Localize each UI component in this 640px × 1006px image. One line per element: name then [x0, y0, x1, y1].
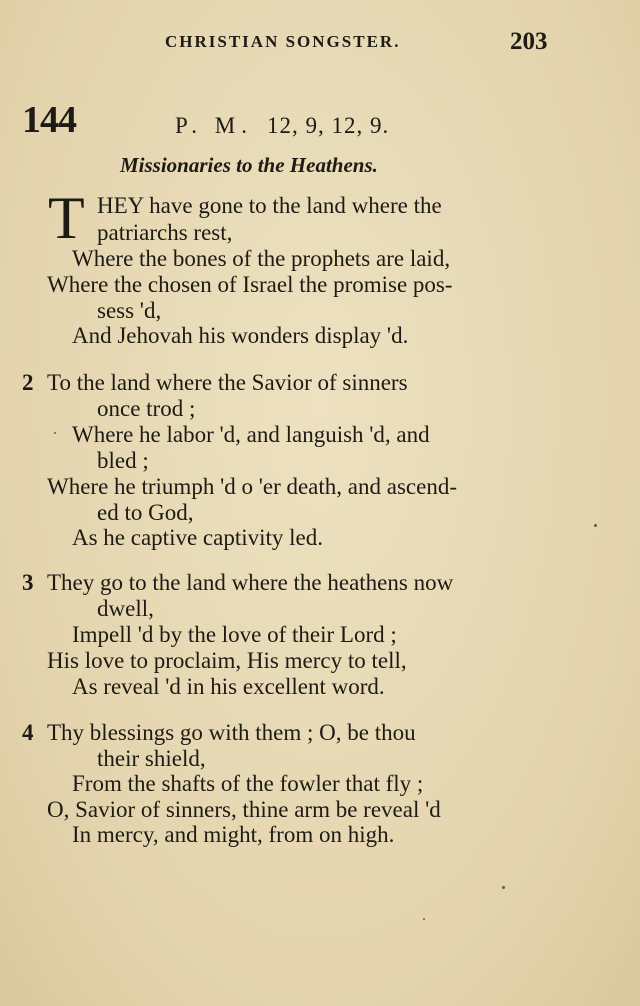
verse-line: His love to proclaim, His mercy to tell,: [47, 648, 407, 673]
hymn-title: Missionaries to the Heathens.: [120, 153, 378, 177]
verse-line: Where the chosen of Israel the promise pos-: [47, 272, 453, 297]
stanza-number: 2: [22, 370, 34, 395]
drop-cap: T: [48, 185, 85, 251]
hymn-number: 144: [22, 99, 76, 141]
meter-value: 12, 9, 12, 9.: [266, 113, 390, 138]
paper-speck: [502, 886, 505, 889]
paper-speck: [423, 918, 425, 920]
verse-line: ed to God,: [97, 500, 194, 525]
verse-line: And Jehovah his wonders display 'd.: [72, 323, 409, 348]
verse-line: once trod ;: [97, 396, 196, 421]
verse-line: dwell,: [97, 596, 154, 621]
verse-line: They go to the land where the heathens now: [47, 570, 454, 595]
verse-line: sess 'd,: [97, 298, 162, 323]
running-title: CHRISTIAN SONGSTER.: [165, 32, 401, 51]
hymn-meter: [175, 113, 389, 139]
verse-line: As he captive captivity led.: [72, 525, 324, 550]
paper-speck: [54, 432, 56, 434]
verse-line: To the land where the Savior of sinners: [47, 370, 408, 395]
verse-line: Thy blessings go with them ; O, be thou: [47, 720, 416, 745]
verse-line: Where he triumph 'd o 'er death, and ascend-: [47, 474, 457, 499]
verse-line: Where he labor 'd, and languish 'd, and: [72, 422, 430, 447]
verse-line: In mercy, and might, from on high.: [72, 822, 395, 847]
verse-line: HEY have gone to the land where the: [97, 193, 442, 218]
verse-line: Where the bones of the prophets are laid,: [72, 246, 451, 271]
page-number: 203: [510, 28, 548, 55]
meter-label: P. M.: [175, 113, 253, 138]
verse-line: As reveal 'd in his excellent word.: [72, 674, 385, 699]
paper-speck: [594, 524, 597, 527]
verse-line: Impell 'd by the love of their Lord ;: [72, 622, 397, 647]
stanza-number: 4: [22, 720, 34, 745]
verse-line: O, Savior of sinners, thine arm be reveal 'd: [47, 797, 441, 822]
verse-line: their shield,: [97, 746, 206, 771]
verse-line: patriarchs rest,: [97, 220, 233, 245]
verse-line: From the shafts of the fowler that fly ;: [72, 771, 424, 796]
stanza-number: 3: [22, 570, 34, 595]
verse-line: bled ;: [97, 448, 149, 473]
